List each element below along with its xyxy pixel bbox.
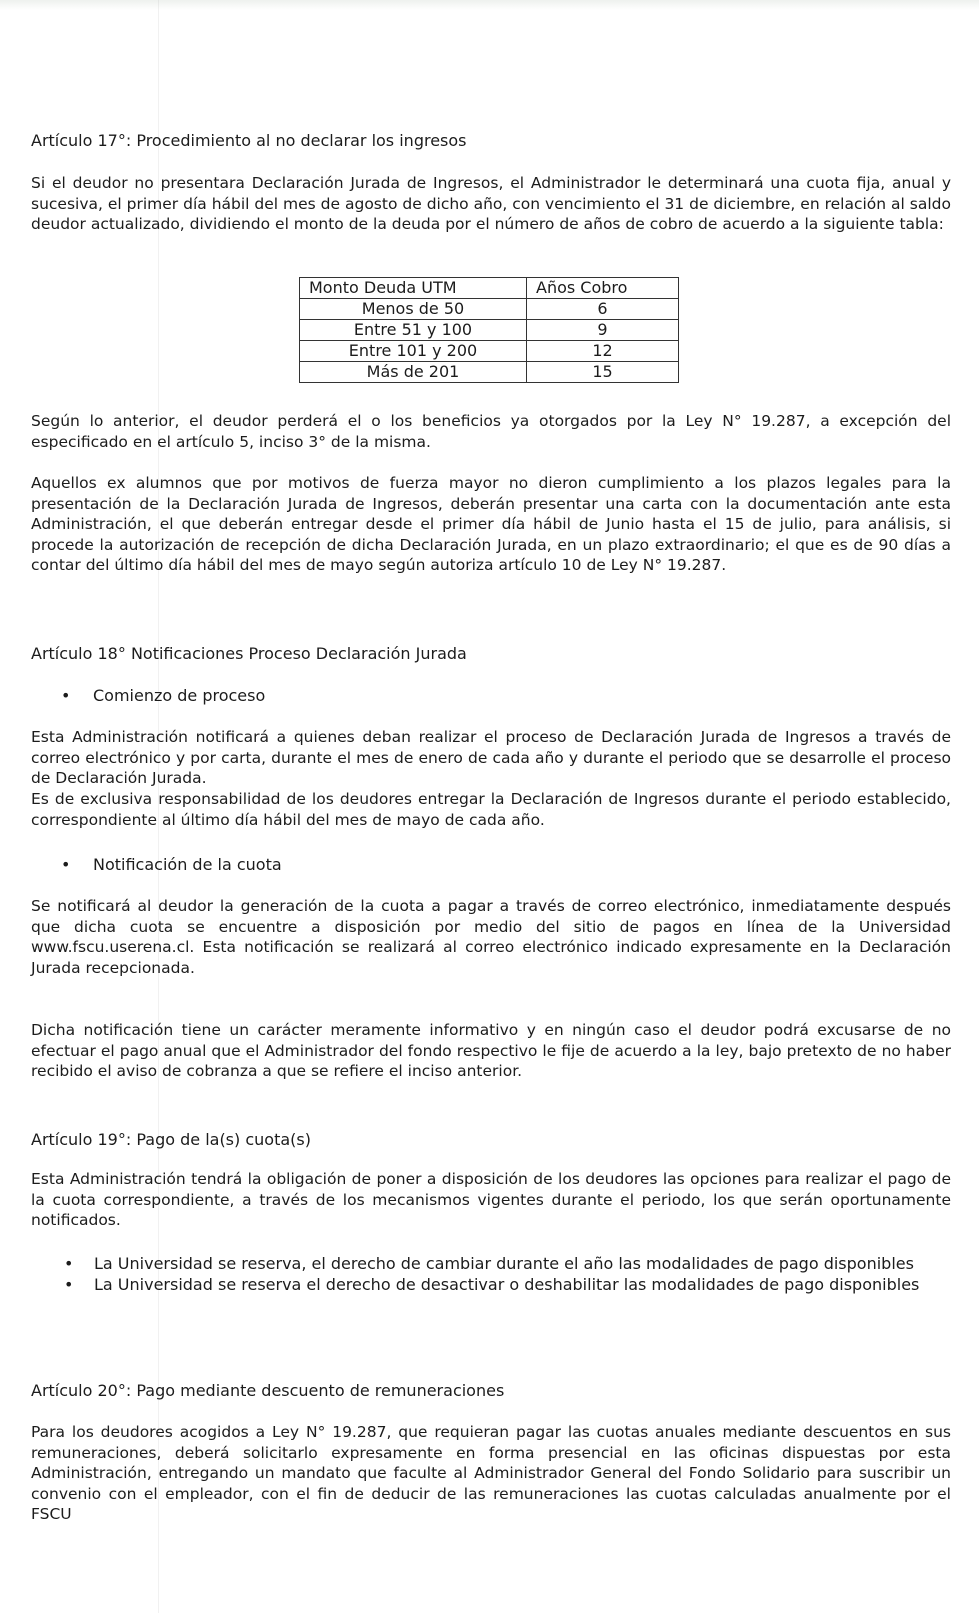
bullet-label: Notificación de la cuota xyxy=(93,855,282,874)
table-header-row xyxy=(300,278,679,299)
table-cell-monto: Menos de 50 xyxy=(300,299,527,320)
bullet-glyph: • xyxy=(64,1254,74,1273)
bullet-label: Comienzo de proceso xyxy=(93,686,266,705)
list-item xyxy=(64,1253,951,1274)
table-cell-anos: 9 xyxy=(527,320,679,341)
bullet-glyph: • xyxy=(61,686,71,705)
article-19-bullet-list xyxy=(64,1253,951,1295)
article-17-paragraph-1: Si el deudor no presentara Declaración Jurada de Ingresos, el Administrador le determinará una cuota fija, anual y sucesiva, el primer día hábil del mes de agosto de dicho año, con vencimiento el 31 de diciembre, en relación al saldo deudor actualizado, dividiendo el monto de la deuda por el número de años de cobro de acuerdo a la siguiente tabla: xyxy=(31,174,951,234)
article-19-paragraph-1: Esta Administración tendrá la obligación de poner a disposición de los deudores las opciones para realizar el pago de la cuota correspondiente, a través de los mecanismos vigentes durante el periodo, los que serán oportunamente notificados. xyxy=(31,1170,951,1230)
article-18-paragraph-1: Esta Administración notificará a quienes deban realizar el proceso de Declaración Jurada de Ingresos a través de correo electrónico y por carta, durante el mes de enero de cada año y durante el periodo que se desarrolle el proceso de Declaración Jurada. xyxy=(31,728,951,788)
table-row xyxy=(300,341,679,362)
debt-years-table xyxy=(299,277,679,383)
table-header-monto: Monto Deuda UTM xyxy=(300,278,527,299)
table-row xyxy=(300,299,679,320)
table-header-anos: Años Cobro xyxy=(527,278,679,299)
article-17-heading: Artículo 17°: Procedimiento al no declarar los ingresos xyxy=(31,131,467,150)
article-17-paragraph-2: Según lo anterior, el deudor perderá el o los beneficios ya otorgados por la Ley N° 19.287, a excepción del especificado en el artículo 5, inciso 3° de la misma. xyxy=(31,412,951,451)
table-cell-anos: 6 xyxy=(527,299,679,320)
table-row xyxy=(300,362,679,383)
list-item-text: La Universidad se reserva el derecho de desactivar o deshabilitar las modalidades de pago disponibles xyxy=(94,1275,920,1294)
scan-edge-shadow xyxy=(0,0,979,10)
article-20-heading: Artículo 20°: Pago mediante descuento de remuneraciones xyxy=(31,1381,505,1400)
article-19-heading: Artículo 19°: Pago de la(s) cuota(s) xyxy=(31,1130,311,1149)
table-cell-anos: 15 xyxy=(527,362,679,383)
table-cell-anos: 12 xyxy=(527,341,679,362)
list-item xyxy=(64,1274,951,1295)
article-20-paragraph-1: Para los deudores acogidos a Ley N° 19.287, que requieran pagar las cuotas anuales mediante descuentos en sus remuneraciones, deberá solicitarlo expresamente en forma presencial en las oficinas dispuestas por esta Administración, entregando un mandato que faculte al Administrador General del Fondo Solidario para suscribir un convenio con el empleador, con el fin de deducir de las remuneraciones las cuotas calculadas anualmente por el FSCU xyxy=(31,1423,951,1524)
article-18-heading: Artículo 18° Notificaciones Proceso Declaración Jurada xyxy=(31,644,467,663)
bullet-notificacion-cuota xyxy=(61,854,282,875)
table-cell-monto: Entre 51 y 100 xyxy=(300,320,527,341)
article-18-paragraph-2: Es de exclusiva responsabilidad de los deudores entregar la Declaración de Ingresos durante el periodo establecido, correspondiente al último día hábil del mes de mayo de cada año. xyxy=(31,790,951,829)
bullet-comienzo-proceso xyxy=(61,685,265,706)
article-18-paragraph-4: Dicha notificación tiene un carácter meramente informativo y en ningún caso el deudor podrá excusarse de no efectuar el pago anual que el Administrador del fondo respectivo le fije de acuerdo a la ley, bajo pretexto de no haber recibido el aviso de cobranza a que se refiere el inciso anterior. xyxy=(31,1021,951,1081)
article-17-paragraph-3: Aquellos ex alumnos que por motivos de fuerza mayor no dieron cumplimiento a los plazos legales para la presentación de la Declaración Jurada de Ingresos, deberán presentar una carta con la documentación ante esta Administración, el que deberán entregar desde el primer día hábil de Junio hasta el 15 de julio, para análisis, si procede la autorización de recepción de dicha Declaración Jurada, en un plazo extraordinario; el que es de 90 días a contar del último día hábil del mes de mayo según autoriza artículo 10 de Ley N° 19.287. xyxy=(31,474,951,575)
table-row xyxy=(300,320,679,341)
table-cell-monto: Entre 101 y 200 xyxy=(300,341,527,362)
bullet-glyph: • xyxy=(64,1275,74,1294)
table-cell-monto: Más de 201 xyxy=(300,362,527,383)
list-item-text: La Universidad se reserva, el derecho de cambiar durante el año las modalidades de pago disponibles xyxy=(94,1254,914,1273)
article-18-paragraph-3: Se notificará al deudor la generación de la cuota a pagar a través de correo electrónico, inmediatamente después que dicha cuota se encuentre a disposición por medio del sitio de pagos en línea de la Universidad www.fscu.userena.cl. Esta notificación se realizará al correo electrónico indicado expresamente en la Declaración Jurada recepcionada. xyxy=(31,897,951,977)
bullet-glyph: • xyxy=(61,855,71,874)
